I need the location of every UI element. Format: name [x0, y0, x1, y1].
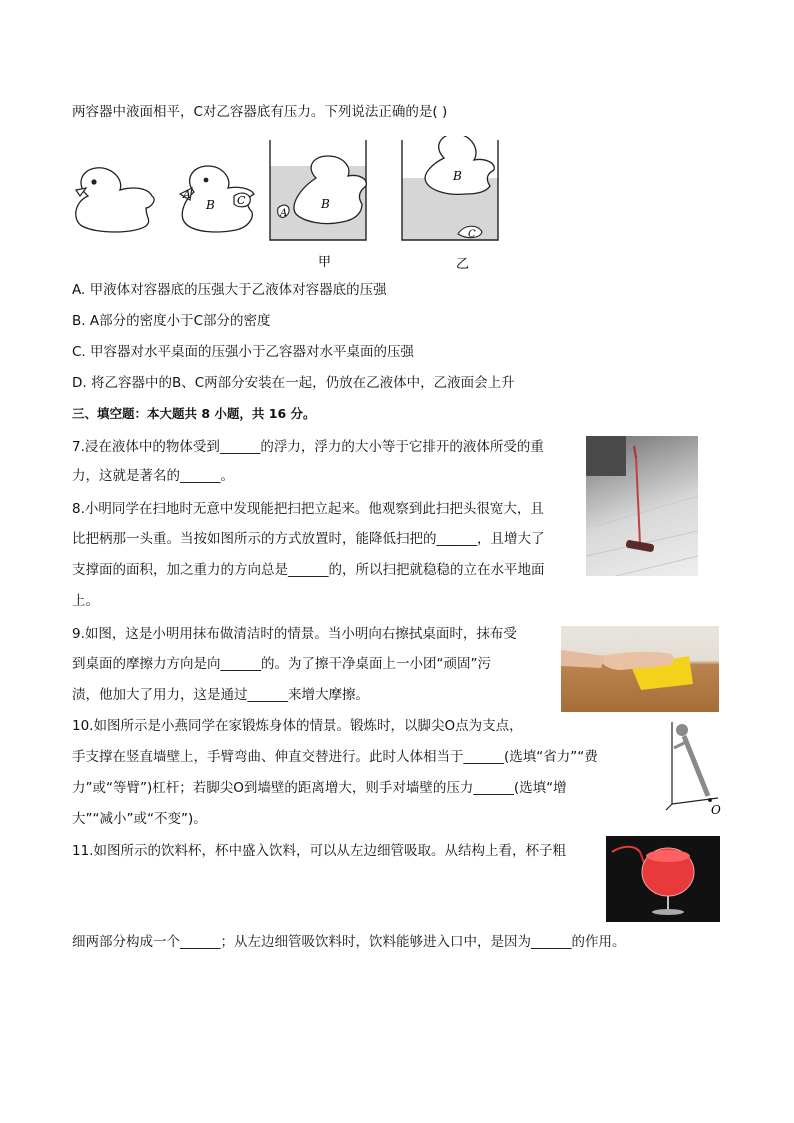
q8-line-4: 上。 — [72, 593, 99, 609]
q10-line-3: 力”或“等臂”)杠杆；若脚尖O到墙壁的距离增大，则手对墙壁的压力______(选填“增 — [72, 780, 567, 796]
cloth-photo — [561, 626, 719, 712]
lever-figure — [658, 718, 724, 818]
label-b-yi: B — [453, 169, 462, 183]
label-b: B — [206, 198, 215, 212]
q7-line-2: 力，这就是著名的______。 — [72, 468, 234, 484]
label-c-yi: C — [468, 229, 476, 240]
section-heading: 三、填空题：本大题共 8 小题，共 16 分。 — [72, 406, 316, 421]
q9-line-3: 渍，他加大了用力，这是通过______来增大摩擦。 — [72, 687, 369, 703]
q11-line-2: 细两部分构成一个______；从左边细管吸饮料时，饮料能够进入口中，是因为______的作用。 — [72, 934, 626, 950]
duck-whole — [76, 168, 154, 232]
q9-line-1: 9.如图，这是小明用抹布做清洁时的情景。当小明向右擦拭桌面时，抹布受 — [72, 626, 517, 642]
glass-photo — [606, 836, 720, 922]
option-d: D. 将乙容器中的B、C两部分安装在一起，仍放在乙液体中，乙液面会上升 — [72, 375, 515, 391]
label-a-jia: A — [280, 208, 288, 219]
point-o-label: O — [711, 803, 721, 817]
q8-line-1: 8.小明同学在扫地时无意中发现能把扫把立起来。他观察到此扫把头很宽大，且 — [72, 501, 544, 517]
q8-line-2: 比把柄那一头重。当按如图所示的方式放置时，能降低扫把的______，且增大了 — [72, 531, 545, 547]
label-a: A — [183, 188, 191, 201]
q7-line-1: 7.浸在液体中的物体受到______的浮力，浮力的大小等于它排开的液体所受的重 — [72, 439, 544, 455]
label-yi: 乙 — [456, 257, 470, 272]
label-b-jia: B — [321, 197, 330, 211]
broom-photo — [586, 436, 698, 576]
question-intro: 两容器中液面相平，C对乙容器底有压力。下列说法正确的是( ) — [72, 104, 448, 120]
q10-line-4: 大”“减小”或“不变”)。 — [72, 811, 207, 827]
q10-line-1: 10.如图所示是小燕同学在家锻炼身体的情景。锻炼时，以脚尖O点为支点， — [72, 718, 523, 734]
label-c: C — [237, 194, 246, 207]
q10-line-2: 手支撑在竖直墙壁上，手臂弯曲、伸直交替进行。此时人体相当于______(选填“省力”“费 — [72, 749, 598, 765]
q11-line-1: 11.如图所示的饮料杯，杯中盛入饮料，可以从左边细管吸取。从结构上看，杯子粗 — [72, 843, 566, 859]
q8-line-3: 支撑面的面积，加之重力的方向总是______的，所以扫把就稳稳的立在水平地面 — [72, 562, 545, 578]
option-a: A. 甲液体对容器底的压强大于乙液体对容器底的压强 — [72, 282, 387, 298]
option-c: C. 甲容器对水平桌面的压强小于乙容器对水平桌面的压强 — [72, 344, 415, 360]
label-jia: 甲 — [318, 255, 332, 270]
buoyancy-figure — [66, 136, 516, 274]
option-b: B. A部分的密度小于C部分的密度 — [72, 313, 271, 329]
q9-line-2: 到桌面的摩擦力方向是向______的。为了擦干净桌面上一小团“顽固”污 — [72, 656, 491, 672]
